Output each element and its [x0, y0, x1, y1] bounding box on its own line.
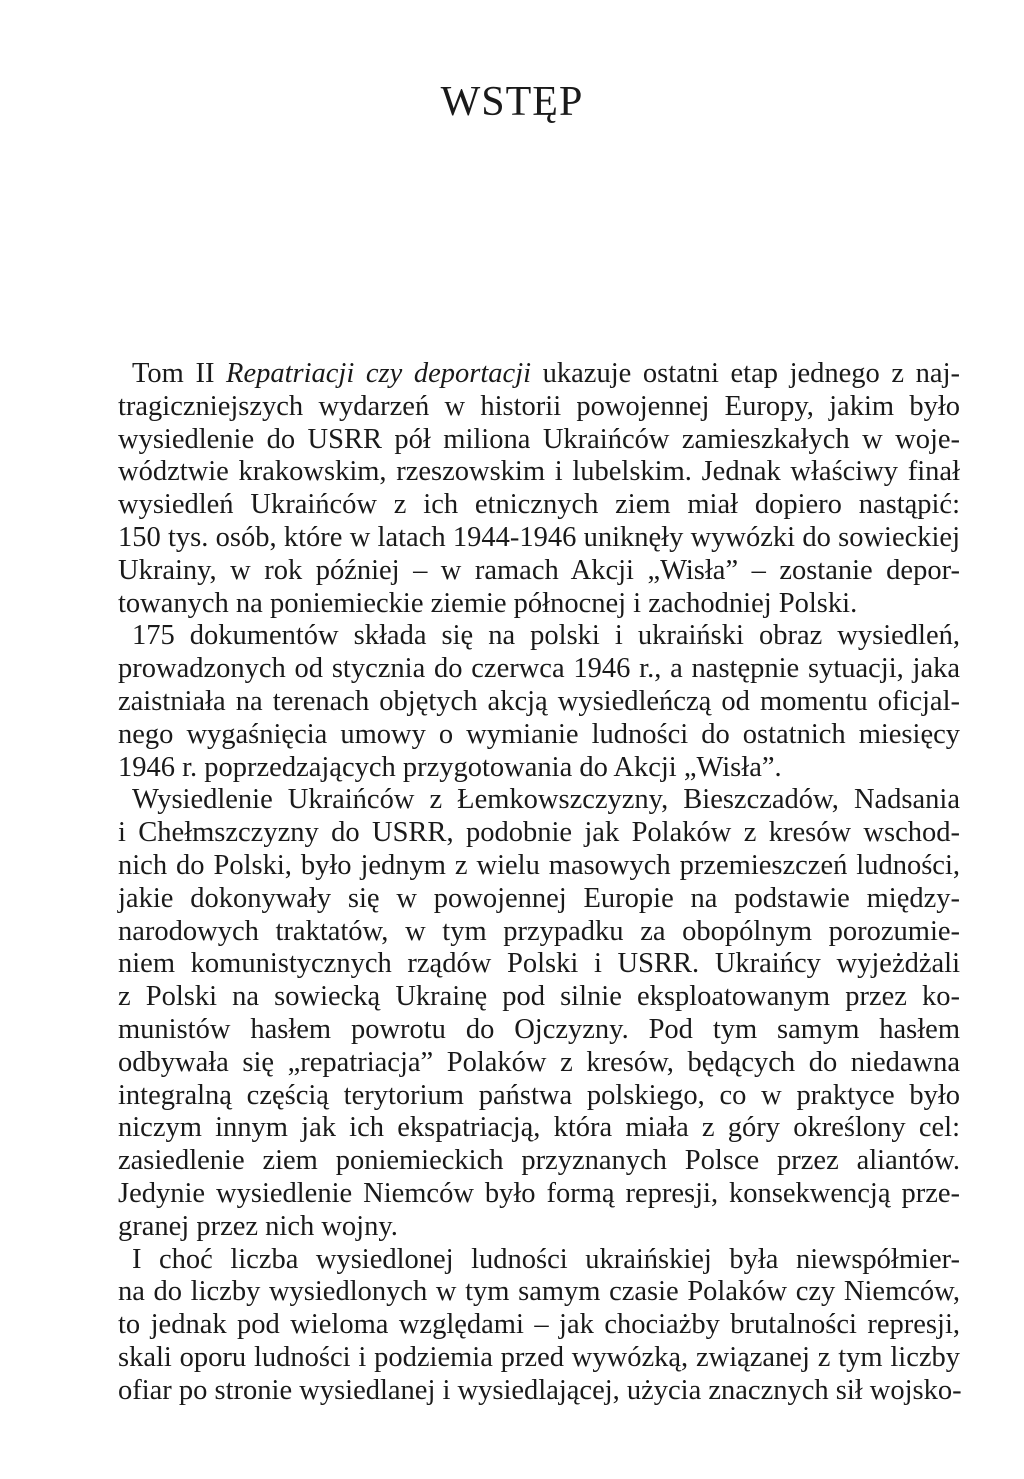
text-line	[118, 358, 960, 391]
text-line: munistów hasłem powrotu do Ojczyzny. Pod tym samym hasłem	[118, 1013, 960, 1045]
text-line: zaistniała na terenach objętych akcją wysiedleńczą od momentu oficjal-	[118, 685, 960, 717]
text-line: tragiczniejszych wydarzeń w historii powojennej Europy, jakim było	[118, 390, 960, 422]
text-line: prowadzonych od stycznia do czerwca 1946 r., a następnie sytuacji, jaka	[118, 653, 960, 685]
text-run: ukazuje ostatni etap jednego z naj-	[531, 358, 960, 389]
text-line: 150 tys. osób, które w latach 1944-1946 uniknęły wywózki do sowieckiej	[118, 521, 960, 553]
text-line: integralną częścią terytorium państwa polskiego, co w praktyce było	[118, 1079, 960, 1111]
text-line: narodowych traktatów, w tym przypadku za obopólnym porozumie-	[118, 915, 960, 947]
text-line: skali oporu ludności i podziemia przed wywózką, związanej z tym liczby	[118, 1341, 960, 1373]
text-line: wysiedlenie do USRR pół miliona Ukraińców zamieszkałych w woje-	[118, 423, 960, 455]
text-line: z Polski na sowiecką Ukrainę pod silnie eksploatowanym przez ko-	[118, 981, 960, 1013]
text-line: ofiar po stronie wysiedlanej i wysiedlającej, użycia znacznych sił wojsko-	[118, 1374, 962, 1406]
text-line: wództwie krakowskim, rzeszowskim i lubelskim. Jednak właściwy finał	[118, 456, 960, 488]
book-title: Repatriacji czy deportacji	[226, 358, 532, 389]
text-line: na do liczby wysiedlonych w tym samym czasie Polaków czy Niemców,	[118, 1276, 960, 1308]
page-title: WSTĘP	[440, 79, 584, 125]
text-line: nich do Polski, było jednym z wielu masowych przemieszczeń ludności,	[118, 849, 960, 881]
text-line: niczym innym jak ich ekspatriacją, która miała z góry określony cel:	[118, 1112, 960, 1144]
text-line: 175 dokumentów składa się na polski i ukraiński obraz wysiedleń,	[132, 620, 960, 652]
text-line: odbywała się „repatriacja” Polaków z kresów, będących do niedawna	[118, 1046, 960, 1078]
text-line: Wysiedlenie Ukraińców z Łemkowszczyzny, Bieszczadów, Nadsania	[132, 784, 960, 816]
text-run: Tom II	[132, 358, 227, 389]
text-line: niem komunistycznych rządów Polski i USRR. Ukraińcy wyjeżdżali	[118, 948, 960, 980]
text-line: 1946 r. poprzedzających przygotowania do Akcji „Wisła”.	[118, 751, 782, 783]
text-line: zasiedlenie ziem poniemieckich przyznanych Polsce przez aliantów.	[118, 1145, 960, 1177]
body-text	[118, 358, 960, 1408]
text-line: nego wygaśnięcia umowy o wymianie ludności do ostatnich miesięcy	[118, 718, 960, 750]
text-line: towanych na poniemieckie ziemie północnej i zachodniej Polski.	[118, 587, 858, 619]
text-line: i Chełmszczyzny do USRR, podobnie jak Polaków z kresów wschod-	[118, 817, 960, 849]
text-line: jakie dokonywały się w powojennej Europie na podstawie między-	[118, 882, 960, 914]
text-line: I choć liczba wysiedlonej ludności ukraińskiej była niewspółmier-	[132, 1243, 960, 1275]
text-line: Ukrainy, w rok później – w ramach Akcji „Wisła” – zostanie depor-	[118, 554, 960, 586]
text-line: to jednak pod wieloma względami – jak chociażby brutalności represji,	[118, 1309, 960, 1341]
text-line: Jedynie wysiedlenie Niemców było formą represji, konsekwencją prze-	[118, 1177, 960, 1209]
text-line: granej przez nich wojny.	[118, 1210, 398, 1242]
text-line: wysiedleń Ukraińców z ich etnicznych ziem miał dopiero nastąpić:	[118, 489, 960, 521]
